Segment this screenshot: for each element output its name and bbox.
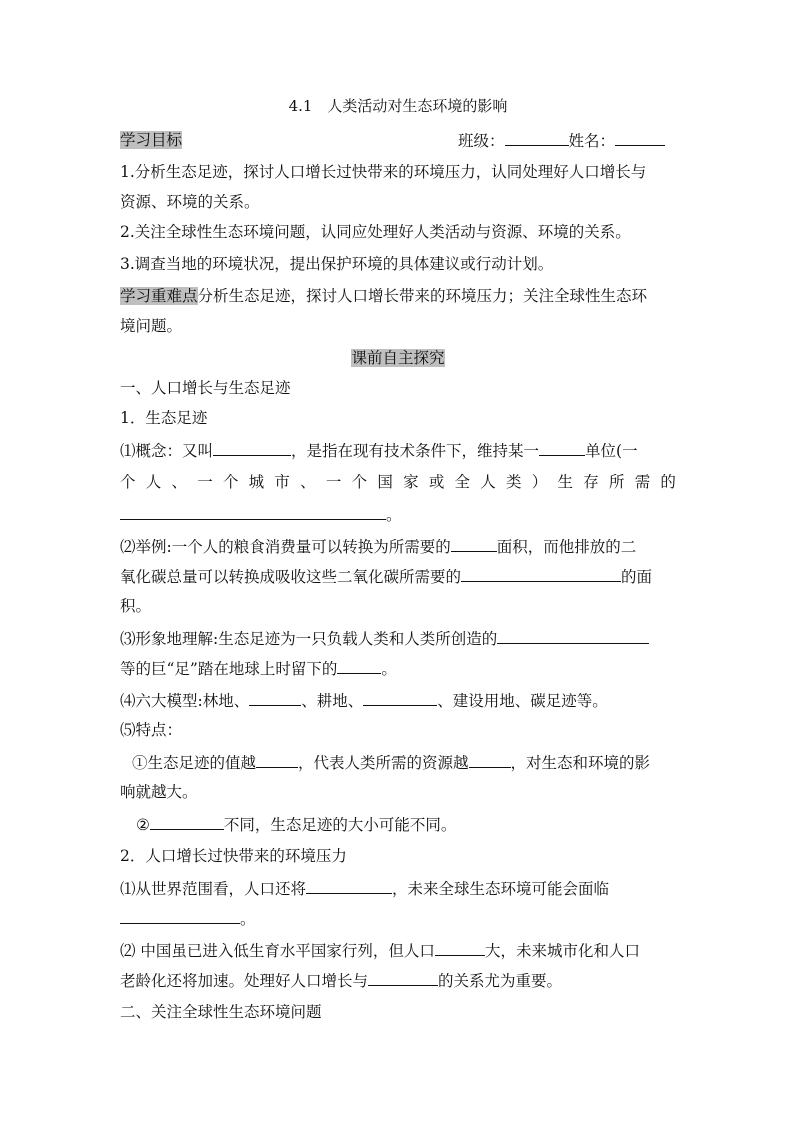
blank-image-footprint[interactable] <box>337 656 381 674</box>
example-text-a: ⑵举例:一个人的粮食消费量可以转换为所需要的 <box>120 538 451 556</box>
concept-spread-char: 全 <box>454 473 471 491</box>
feature-1-line-1 <box>132 750 676 774</box>
image-text-a: ⑶形象地理解:生态足迹为一只负载人类和人类所创造的 <box>120 630 498 648</box>
image-line-1 <box>120 626 676 650</box>
pressure-1-line-1 <box>120 876 676 900</box>
feature-1-text-c: ，对生态和环境的影 <box>510 754 651 772</box>
concept-text-c: 单位(一 <box>585 442 638 460</box>
image-line-2 <box>120 656 676 680</box>
blank-pressure-1-a[interactable] <box>306 876 392 894</box>
pressure-2-text-c: 老龄化还将加速。处理好人口增长与 <box>120 972 369 990</box>
concept-text-a: ⑴概念：又叫 <box>120 442 214 460</box>
part2-heading: 二、关注全球性生态环境问题 <box>120 1003 322 1021</box>
feature-1-text-a: ①生态足迹的值越 <box>132 754 257 772</box>
blank-concept-name[interactable] <box>213 438 291 456</box>
concept-spread-char: 一 <box>197 473 213 491</box>
section-title-row <box>120 346 676 370</box>
concept-spread-char: 类 <box>506 473 522 491</box>
objective-2: 2.关注全球性生态环境问题，认同应处理好人类活动与资源、环境的关系。 <box>120 223 631 241</box>
feature-1-line-2: 响就越大。 <box>120 783 198 801</box>
pressure-2-line-1 <box>120 938 676 962</box>
pressure-1-end: 。 <box>240 910 256 928</box>
models-text-a: ⑷六大模型:林地、 <box>120 692 250 710</box>
class-label: 班级： <box>458 132 505 150</box>
image-text-b: 等的巨“足”踏在地球上时留下的 <box>120 660 338 678</box>
blank-concept-unit[interactable] <box>539 438 585 456</box>
key-points-label: 学习重难点 <box>120 287 198 305</box>
objectives-row <box>120 128 676 152</box>
objective-3: 3.调查当地的环境状况，提出保护环境的具体建议或行动计划。 <box>120 255 554 273</box>
concept-text-b: ，是指在现有技术条件下，维持某一 <box>291 442 540 460</box>
feature-1-text-b: ，代表人类所需的资源越 <box>298 754 469 772</box>
key-points-row <box>120 284 676 308</box>
models-line <box>120 688 676 712</box>
sub-heading-pressure: 2．人口增长过快带来的环境压力 <box>120 847 347 865</box>
example-line-1 <box>120 534 676 558</box>
concept-line-1 <box>120 438 676 462</box>
feature-2-line <box>136 812 676 836</box>
blank-pressure-2-b[interactable] <box>368 968 438 986</box>
concept-spread-char: 生 <box>557 473 573 491</box>
concept-spread-char: 人 <box>480 473 496 491</box>
blank-image-things[interactable] <box>497 626 649 644</box>
feature-2-text-b: 不同，生态足迹的大小可能不同。 <box>223 816 457 834</box>
concept-spread-char: 需 <box>634 473 651 491</box>
key-points-text-2: 境问题。 <box>120 317 183 335</box>
concept-spread-char: 一 <box>325 473 342 491</box>
blank-pressure-1-b[interactable] <box>120 906 240 924</box>
image-text-c: 。 <box>381 660 397 678</box>
blank-example-co2[interactable] <box>461 564 621 582</box>
concept-spread-char: 、 <box>300 473 316 491</box>
concept-spread-char: 个 <box>351 473 368 491</box>
models-text-b: 、耕地、 <box>301 692 364 710</box>
concept-spread-char: 或 <box>428 473 445 491</box>
objective-1-line-1: 1.分析生态足迹，探讨人口增长过快带来的环境压力，认同处理好人口增长与 <box>120 163 647 181</box>
pressure-1-text-b: ，未来全球生态环境可能会面临 <box>392 880 610 898</box>
example-text-c: 氧化碳总量可以转换成吸收这些二氧化碳所需要的 <box>120 568 462 586</box>
name-field[interactable] <box>615 128 665 146</box>
concept-spread-char: 家 <box>403 473 419 491</box>
example-text-b: 面积，而他排放的二 <box>496 538 637 556</box>
features-label: ⑸特点： <box>120 721 183 739</box>
concept-spread-char: 城 <box>248 473 265 491</box>
blank-example-area[interactable] <box>451 534 497 552</box>
blank-feature-1-b[interactable] <box>469 750 511 768</box>
pressure-2-text-d: 的关系尤为重要。 <box>438 972 563 990</box>
blank-model-1[interactable] <box>249 688 301 706</box>
sub-heading-eco-footprint: 1．生态足迹 <box>120 409 208 427</box>
blank-feature-2[interactable] <box>150 812 224 830</box>
example-line-3: 积。 <box>120 597 152 615</box>
pressure-2-line-2 <box>120 968 676 992</box>
pressure-2-text-a: ⑵ 中国虽已进入低生育水平国家行列，但人口 <box>120 942 435 960</box>
models-text-c: 、建设用地、碳足迹等。 <box>437 692 608 710</box>
part1-heading: 一、人口增长与生态足迹 <box>120 379 291 397</box>
name-label: 姓名： <box>568 132 616 150</box>
page-title: 4.1 人类活动对生态环境的影响 <box>288 97 508 115</box>
concept-end: 。 <box>386 506 402 524</box>
blank-model-2[interactable] <box>363 688 437 706</box>
feature-2-text-a: ② <box>136 816 150 834</box>
class-field[interactable] <box>505 128 569 146</box>
section-title: 课前自主探究 <box>351 349 445 367</box>
pressure-1-text-a: ⑴从世界范围看，人口还将 <box>120 880 307 898</box>
concept-spread-char: 市 <box>274 473 290 491</box>
concept-spread-char: 个 <box>222 473 239 491</box>
concept-line-2 <box>120 470 676 494</box>
example-text-d: 的面 <box>621 568 653 586</box>
pressure-1-line-2 <box>120 906 676 930</box>
concept-spread-char: 人 <box>145 473 162 491</box>
concept-line-3 <box>120 502 676 526</box>
concept-spread-char: ） <box>531 473 548 491</box>
blank-concept-area[interactable] <box>120 502 386 520</box>
concept-spread-char: 个 <box>120 473 136 491</box>
concept-spread-char: 所 <box>608 473 625 491</box>
objectives-label: 学习目标 <box>120 131 183 149</box>
blank-feature-1-a[interactable] <box>256 750 298 768</box>
concept-spread-char: 的 <box>660 473 676 491</box>
pressure-2-text-b: 大，未来城市化和人口 <box>484 942 640 960</box>
concept-spread-char: 存 <box>583 473 599 491</box>
example-line-2 <box>120 564 676 588</box>
concept-spread-char: 、 <box>171 473 187 491</box>
objective-1-line-2: 资源、环境的关系。 <box>120 193 260 211</box>
key-points-text: 分析生态足迹，探讨人口增长带来的环境压力；关注全球性生态环 <box>197 287 648 305</box>
blank-pressure-2-a[interactable] <box>435 938 485 956</box>
concept-spread-char: 国 <box>377 473 393 491</box>
